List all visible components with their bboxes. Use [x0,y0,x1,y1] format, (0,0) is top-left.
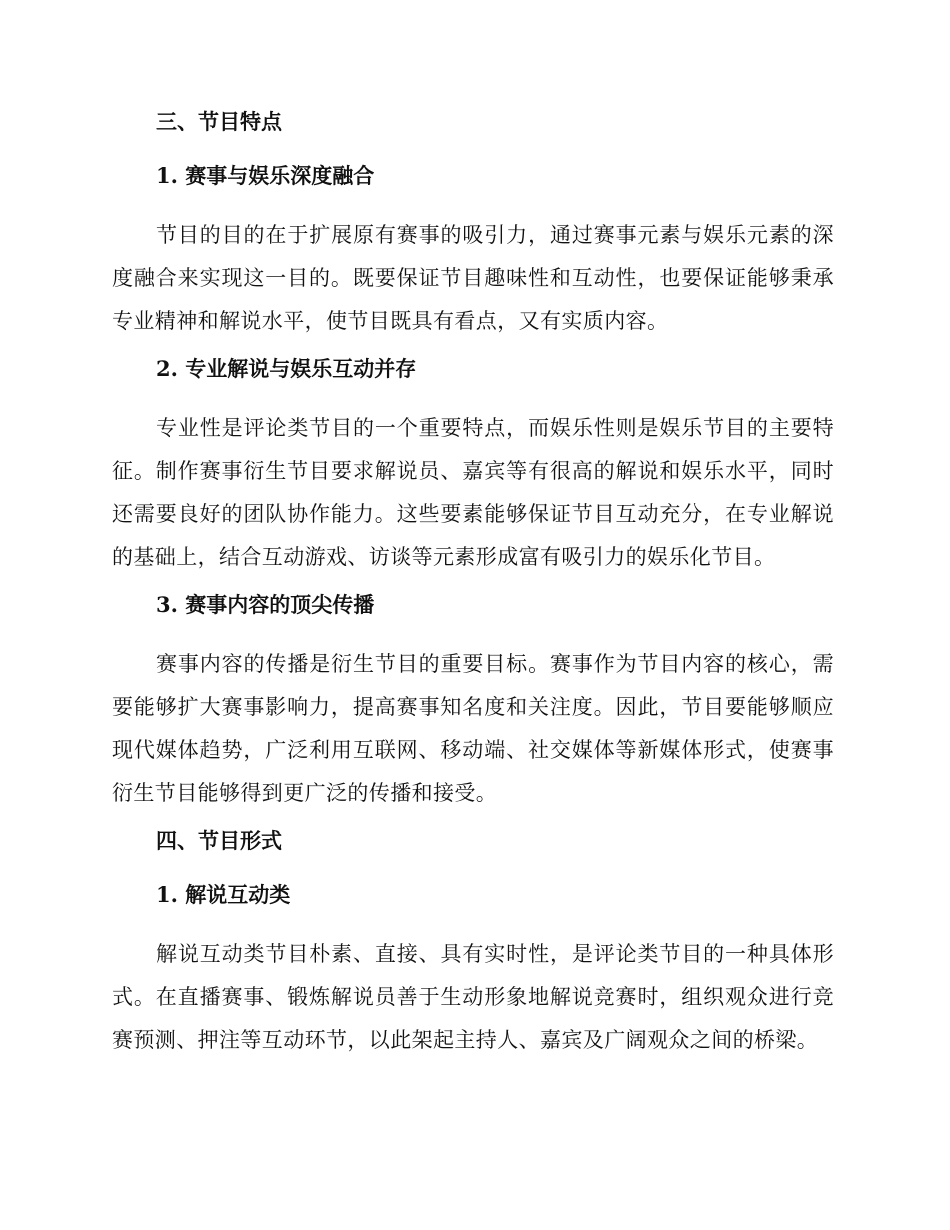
paragraph: 节目的目的在于扩展原有赛事的吸引力，通过赛事元素与娱乐元素的深度融合来实现这一目的。既要保证节目趣味性和互动性，也要保证能够秉承专业精神和解说水平，使节目既具有看点，又有实质内容。 [112,223,834,333]
paragraph: 解说互动类节目朴素、直接、具有实时性，是评论类节目的一种具体形式。在直播赛事、锻炼解说员善于生动形象地解说竞赛时，组织观众进行竞赛预测、押注等互动环节，以此架起主持人、嘉宾及广阔观众之间的桥梁。 [112,942,834,1052]
subsection-heading: 2. 专业解说与娱乐互动并存 [156,356,417,381]
section-title: 四、节目形式 [156,828,282,853]
paragraph: 专业性是评论类节目的一个重要特点，而娱乐性则是娱乐节目的主要特征。制作赛事衍生节目要求解说员、嘉宾等有很高的解说和娱乐水平，同时还需要良好的团队协作能力。这些要素能够保证节目互动充分，在专业解说的基础上，结合互动游戏、访谈等元素形成富有吸引力的娱乐化节目。 [112,416,834,569]
subsection-heading: 1. 解说互动类 [156,882,291,907]
paragraph: 赛事内容的传播是衍生节目的重要目标。赛事作为节目内容的核心，需要能够扩大赛事影响力，提高赛事知名度和关注度。因此，节目要能够顺应现代媒体趋势，广泛利用互联网、移动端、社交媒体等新媒体形式，使赛事衍生节目能够得到更广泛的传播和接受。 [112,652,834,805]
section-title: 三、节目特点 [156,109,282,134]
document-body [112,106,834,1072]
subsection-heading: 1. 赛事与娱乐深度融合 [156,163,375,188]
subsection-heading: 3. 赛事内容的顶尖传播 [156,592,375,617]
